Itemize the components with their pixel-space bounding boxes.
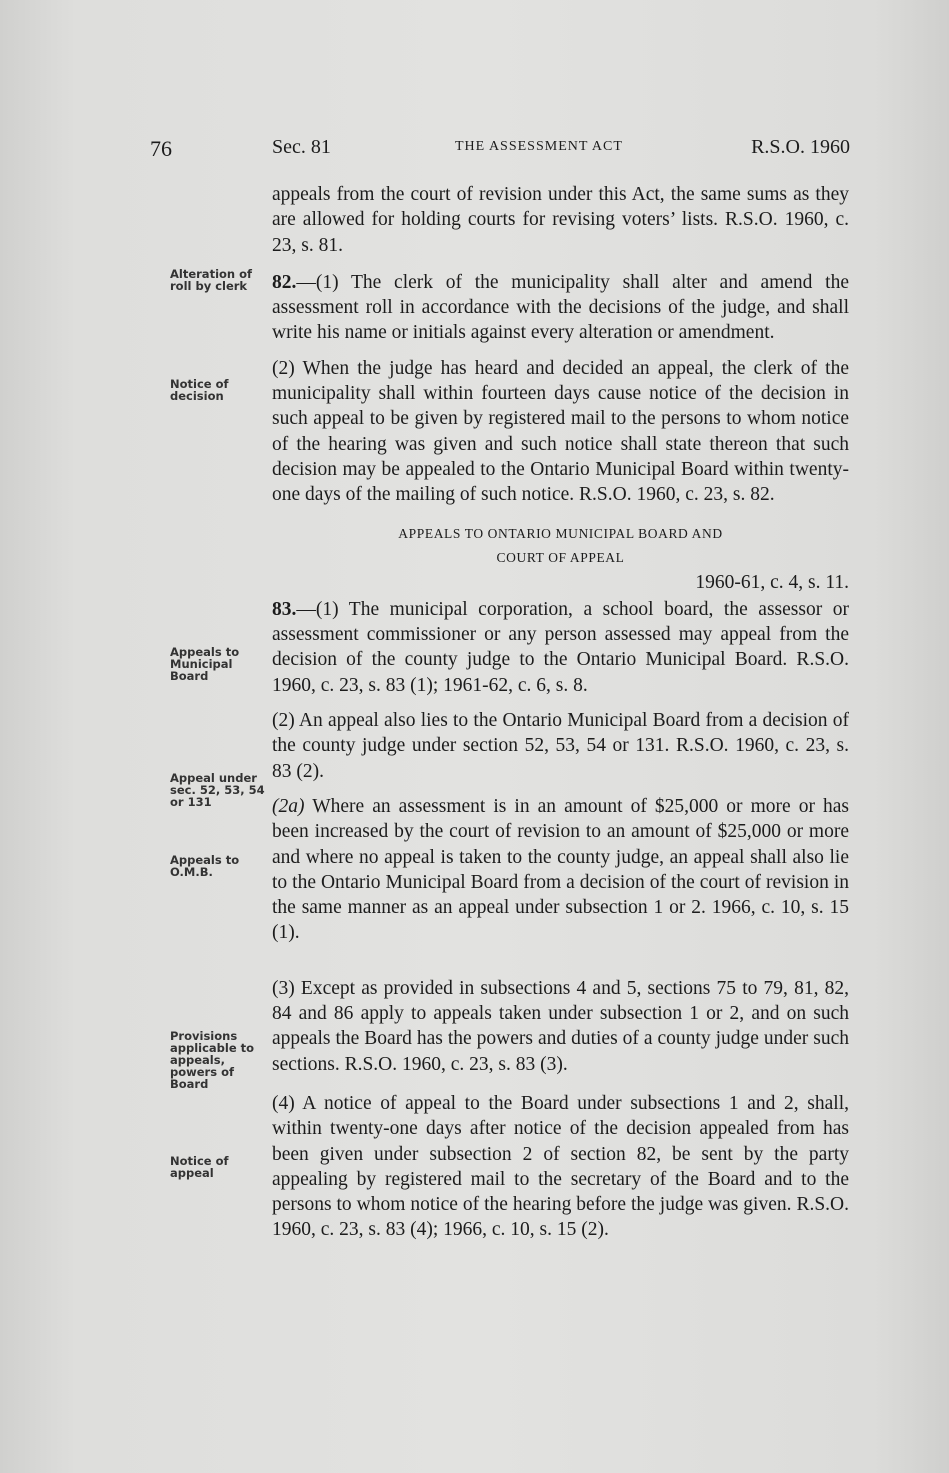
- paragraph-82-2: (2) When the judge has heard and decided an appeal, the clerk of the municipality shall within fourteen days cause notice of the decision in such appeal to be given by registered mail to the persons to whom notice of the hearing was given and such notice shall state thereon that such decision may be appealed to the Ontario Municipal Board within twenty-one days of the mailing of such notice. R.S.O. 1960, c. 23, s. 82.: [272, 357, 849, 506]
- heading-line-2: COURT OF APPEAL: [496, 549, 625, 565]
- margin-note-appeal-under: Appeal under sec. 52, 53, 54 or 131: [170, 771, 265, 809]
- margin-note-notice-decision: Notice of decision: [170, 377, 229, 403]
- rso-reference: R.S.O. 1960: [751, 136, 850, 158]
- act-title: THE ASSESSMENT ACT: [455, 139, 623, 154]
- paragraph-83-2a-text: Where an assessment is in an amount of $25,000 or more or has been increased by the court of revision to an amount of $25,000 or more and where no appeal is taken to the county judge, an appeal shall also lie to the Ontario Municipal Board from a decision of the court of revision in the same manner as an appeal under subsection 1 or 2. 1966, c. 10, s. 15 (1).: [272, 795, 849, 944]
- margin-note-notice-appeal: Notice of appeal: [170, 1154, 229, 1180]
- heading-line-1: APPEALS TO ONTARIO MUNICIPAL BOARD AND: [398, 525, 723, 541]
- margin-note-provisions: Provisions applicable to appeals, powers of Board: [170, 1029, 255, 1091]
- paragraph-83-1: [272, 597, 849, 698]
- heading-citation: 1960-61, c. 4, s. 11.: [695, 571, 849, 593]
- paragraph-83-1-text: —(1) The municipal corporation, a school board, the assessor or assessment commissioner or any person assessed may appeal from the decision of the county judge to the Ontario Municipal Board. R.S.O. 1960, c. 23, s. 83 (1); 1961-62, c. 6, s. 8.: [272, 598, 849, 696]
- paragraph-83-2a: [272, 794, 849, 946]
- margin-note-appeals-omb: Appeals to O.M.B.: [170, 853, 240, 879]
- section-number-82: 82.: [272, 271, 297, 293]
- paragraph-intro: appeals from the court of revision under this Act, the same sums as they are allowed for holding courts for revising voters’ lists. R.S.O. 1960, c. 23, s. 81.: [272, 184, 849, 256]
- paragraph-82-1: [272, 270, 849, 346]
- section-number-83: 83.: [272, 598, 297, 620]
- running-header: [150, 136, 850, 166]
- subsection-number-2a: (2a): [272, 795, 305, 817]
- margin-note-appeals-board: Appeals to Municipal Board: [170, 645, 240, 683]
- paragraph-83-4: (4) A notice of appeal to the Board under subsections 1 and 2, shall, within twenty-one days after notice of the decision appealed from has been given under subsection 2 of section 82, be sent by the party appealing by registered mail to the secretary of the Board and to the persons to whom notice of the hearing before the judge was given. R.S.O. 1960, c. 23, s. 83 (4); 1966, c. 10, s. 15 (2).: [272, 1092, 849, 1241]
- page-number: 76: [150, 136, 172, 161]
- margin-note-alteration: Alteration of roll by clerk: [170, 267, 253, 293]
- section-reference: Sec. 81: [272, 136, 331, 158]
- paragraph-83-2: (2) An appeal also lies to the Ontario Municipal Board from a decision of the county judge under section 52, 53, 54 or 131. R.S.O. 1960, c. 23, s. 83 (2).: [272, 710, 849, 782]
- main-text: [272, 182, 849, 1243]
- paragraph-82-1-text: —(1) The clerk of the municipality shall alter and amend the assessment roll in accordance with the decisions of the judge, and shall write his name or initials against every alteration or amendment.: [272, 271, 849, 344]
- paragraph-83-3: (3) Except as provided in subsections 4 and 5, sections 75 to 79, 81, 82, 84 and 86 apply to appeals taken under subsection 1 or 2, and on such appeals the Board has the powers and duties of a county judge under such sections. R.S.O. 1960, c. 23, s. 83 (3).: [272, 977, 849, 1075]
